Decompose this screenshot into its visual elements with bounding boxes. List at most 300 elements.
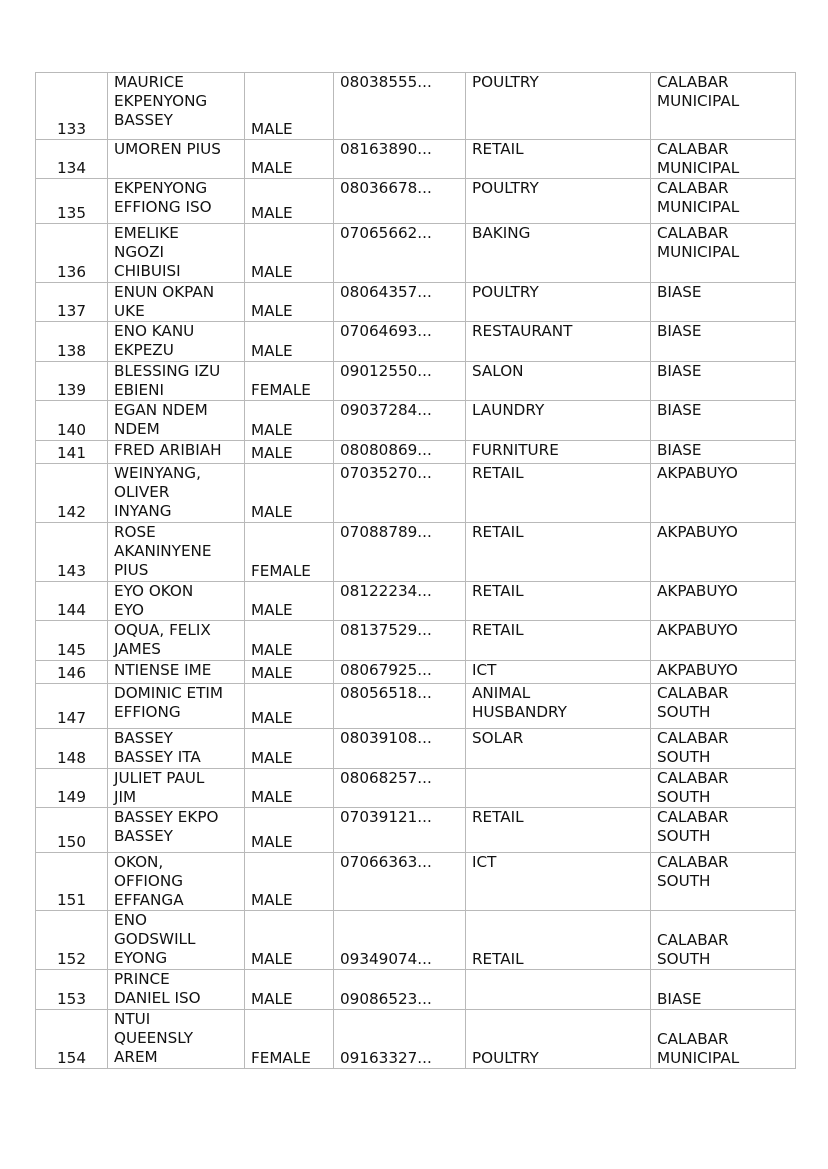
serial-number-cell — [36, 401, 108, 441]
name-line: EYO — [114, 601, 144, 619]
gender-cell — [245, 911, 334, 970]
name-line: EFFIONG ISO — [114, 198, 212, 216]
table-row — [36, 808, 796, 853]
gender: MALE — [251, 120, 293, 138]
name-line: UKE — [114, 302, 145, 320]
lga-cell — [651, 769, 796, 808]
name-line: OLIVER — [114, 483, 170, 501]
gender-cell — [245, 441, 334, 464]
name-cell — [108, 1010, 245, 1069]
lga-line: CALABAR — [657, 140, 729, 158]
lga-line: CALABAR — [657, 684, 729, 702]
gender: MALE — [251, 421, 293, 439]
lga-line: SOUTH — [657, 950, 711, 968]
phone-number: 08080869... — [340, 441, 432, 459]
serial-number-cell — [36, 283, 108, 322]
serial-number: 148 — [57, 749, 86, 767]
lga-line: BIASE — [657, 362, 702, 380]
name-line: BASSEY EKPO — [114, 808, 219, 826]
trade-line: POULTRY — [472, 179, 539, 197]
lga-line: CALABAR — [657, 808, 729, 826]
serial-number: 150 — [57, 833, 86, 851]
lga-line: CALABAR — [657, 179, 729, 197]
serial-number: 140 — [57, 421, 86, 439]
lga-line: SOUTH — [657, 703, 711, 721]
name-line: DOMINIC ETIM — [114, 684, 223, 702]
serial-number: 141 — [57, 444, 86, 462]
phone-cell — [334, 283, 466, 322]
name-line: JULIET PAUL — [114, 769, 205, 787]
lga-line: CALABAR — [657, 931, 729, 949]
trade-line: ANIMAL — [472, 684, 531, 702]
name-line: BASSEY ITA — [114, 748, 201, 766]
table-row — [36, 661, 796, 684]
table-row — [36, 684, 796, 729]
serial-number: 154 — [57, 1049, 86, 1067]
gender: FEMALE — [251, 1049, 311, 1067]
gender: MALE — [251, 263, 293, 281]
phone-number: 08056518... — [340, 684, 432, 702]
phone-number: 08068257... — [340, 769, 432, 787]
name-cell — [108, 970, 245, 1010]
table-row — [36, 322, 796, 362]
serial-number-cell — [36, 73, 108, 140]
phone-number: 08137529... — [340, 621, 432, 639]
table-row — [36, 1010, 796, 1069]
trade-line: RESTAURANT — [472, 322, 573, 340]
name-line: BLESSING IZU — [114, 362, 221, 380]
name-line: OFFIONG — [114, 872, 183, 890]
trade-cell — [466, 684, 651, 729]
name-line: EKPENYONG — [114, 179, 208, 197]
gender-cell — [245, 179, 334, 224]
phone-cell — [334, 911, 466, 970]
gender-cell — [245, 401, 334, 441]
table-row — [36, 523, 796, 582]
lga-cell — [651, 970, 796, 1010]
table-row — [36, 441, 796, 464]
gender-cell — [245, 464, 334, 523]
serial-number-cell — [36, 853, 108, 911]
gender-cell — [245, 582, 334, 621]
name-line: OKON, — [114, 853, 164, 871]
gender-cell — [245, 684, 334, 729]
phone-number: 08036678... — [340, 179, 432, 197]
phone-number: 07088789... — [340, 523, 432, 541]
gender-cell — [245, 73, 334, 140]
name-line: BASSEY — [114, 111, 173, 129]
lga-cell — [651, 73, 796, 140]
lga-cell — [651, 729, 796, 769]
name-cell — [108, 140, 245, 179]
lga-line: AKPABUYO — [657, 621, 738, 639]
table-row — [36, 140, 796, 179]
gender: MALE — [251, 641, 293, 659]
gender-cell — [245, 322, 334, 362]
trade-line: RETAIL — [472, 464, 524, 482]
name-line: MAURICE — [114, 73, 184, 91]
table-row — [36, 729, 796, 769]
lga-line: CALABAR — [657, 853, 729, 871]
serial-number: 151 — [57, 891, 86, 909]
lga-line: MUNICIPAL — [657, 1049, 740, 1067]
trade-cell — [466, 322, 651, 362]
name-line: EYONG — [114, 949, 168, 967]
phone-number: 08038555... — [340, 73, 432, 91]
trade-cell — [466, 523, 651, 582]
trade-line: RETAIL — [472, 950, 524, 968]
serial-number: 143 — [57, 562, 86, 580]
trade-line: ICT — [472, 853, 497, 871]
gender-cell — [245, 1010, 334, 1069]
trade-cell — [466, 73, 651, 140]
lga-cell — [651, 401, 796, 441]
trade-line: HUSBANDRY — [472, 703, 567, 721]
trade-cell — [466, 362, 651, 401]
serial-number-cell — [36, 729, 108, 769]
table-row — [36, 283, 796, 322]
phone-cell — [334, 684, 466, 729]
lga-cell — [651, 464, 796, 523]
phone-cell — [334, 224, 466, 283]
table-row — [36, 401, 796, 441]
name-line: AREM — [114, 1048, 158, 1066]
phone-cell — [334, 970, 466, 1010]
gender-cell — [245, 853, 334, 911]
table-row — [36, 911, 796, 970]
trade-cell — [466, 1010, 651, 1069]
name-cell — [108, 582, 245, 621]
lga-line: SOUTH — [657, 872, 711, 890]
lga-line: CALABAR — [657, 1030, 729, 1048]
serial-number: 145 — [57, 641, 86, 659]
lga-cell — [651, 661, 796, 684]
gender-cell — [245, 970, 334, 1010]
trade-line: FURNITURE — [472, 441, 559, 459]
phone-cell — [334, 140, 466, 179]
name-line: EMELIKE — [114, 224, 179, 242]
name-line: NDEM — [114, 420, 160, 438]
table-row — [36, 621, 796, 661]
serial-number: 135 — [57, 204, 86, 222]
table-row — [36, 582, 796, 621]
serial-number-cell — [36, 179, 108, 224]
phone-number: 08122234... — [340, 582, 432, 600]
serial-number: 147 — [57, 709, 86, 727]
name-line: QUEENSLY — [114, 1029, 193, 1047]
table-row — [36, 179, 796, 224]
name-line: WEINYANG, — [114, 464, 201, 482]
serial-number-cell — [36, 140, 108, 179]
phone-cell — [334, 729, 466, 769]
serial-number-cell — [36, 441, 108, 464]
name-cell — [108, 283, 245, 322]
gender-cell — [245, 808, 334, 853]
gender-cell — [245, 621, 334, 661]
name-line: EBIENI — [114, 381, 164, 399]
phone-cell — [334, 362, 466, 401]
table-row — [36, 853, 796, 911]
gender-cell — [245, 140, 334, 179]
trade-cell — [466, 808, 651, 853]
phone-number: 08163890... — [340, 140, 432, 158]
serial-number-cell — [36, 362, 108, 401]
trade-cell — [466, 179, 651, 224]
lga-cell — [651, 283, 796, 322]
name-cell — [108, 621, 245, 661]
name-line: ROSE — [114, 523, 156, 541]
name-cell — [108, 684, 245, 729]
gender: MALE — [251, 950, 293, 968]
name-line: PRINCE — [114, 970, 170, 988]
lga-line: CALABAR — [657, 769, 729, 787]
lga-line: CALABAR — [657, 224, 729, 242]
name-line: CHIBUISI — [114, 262, 181, 280]
table-row — [36, 769, 796, 808]
phone-number: 09349074... — [340, 950, 432, 968]
trade-line: RETAIL — [472, 582, 524, 600]
serial-number: 149 — [57, 788, 86, 806]
gender: MALE — [251, 159, 293, 177]
name-line: EFFIONG — [114, 703, 181, 721]
name-cell — [108, 322, 245, 362]
lga-line: AKPABUYO — [657, 582, 738, 600]
phone-cell — [334, 661, 466, 684]
serial-number: 134 — [57, 159, 86, 177]
trade-line: RETAIL — [472, 140, 524, 158]
serial-number: 152 — [57, 950, 86, 968]
lga-line: MUNICIPAL — [657, 243, 740, 261]
name-cell — [108, 523, 245, 582]
name-line: UMOREN PIUS — [114, 140, 221, 158]
trade-cell — [466, 582, 651, 621]
lga-line: BIASE — [657, 401, 702, 419]
name-line: AKANINYENE — [114, 542, 212, 560]
gender-cell — [245, 224, 334, 283]
phone-number: 09012550... — [340, 362, 432, 380]
lga-line: AKPABUYO — [657, 523, 738, 541]
name-line: INYANG — [114, 502, 172, 520]
gender: MALE — [251, 204, 293, 222]
lga-line: BIASE — [657, 283, 702, 301]
serial-number-cell — [36, 582, 108, 621]
lga-line: SOUTH — [657, 788, 711, 806]
phone-cell — [334, 582, 466, 621]
lga-cell — [651, 441, 796, 464]
name-line: NTUI — [114, 1010, 151, 1028]
lga-line: BIASE — [657, 441, 702, 459]
phone-cell — [334, 1010, 466, 1069]
phone-number: 07064693... — [340, 322, 432, 340]
phone-cell — [334, 322, 466, 362]
name-line: ENO KANU — [114, 322, 195, 340]
phone-cell — [334, 769, 466, 808]
phone-number: 07035270... — [340, 464, 432, 482]
serial-number: 138 — [57, 342, 86, 360]
name-line: BASSEY — [114, 827, 173, 845]
gender: MALE — [251, 788, 293, 806]
name-line: JIM — [114, 788, 137, 806]
name-line: EFFANGA — [114, 891, 184, 909]
name-line: BASSEY — [114, 729, 173, 747]
phone-number: 08064357... — [340, 283, 432, 301]
name-line: ENO — [114, 911, 147, 929]
phone-number: 09037284... — [340, 401, 432, 419]
phone-number: 08067925... — [340, 661, 432, 679]
gender: MALE — [251, 891, 293, 909]
trade-cell — [466, 224, 651, 283]
table-row — [36, 464, 796, 523]
name-line: FRED ARIBIAH — [114, 441, 222, 459]
serial-number: 137 — [57, 302, 86, 320]
lga-cell — [651, 808, 796, 853]
serial-number-cell — [36, 808, 108, 853]
beneficiary-table — [35, 72, 796, 1069]
lga-line: CALABAR — [657, 73, 729, 91]
lga-line: SOUTH — [657, 748, 711, 766]
trade-line: POULTRY — [472, 73, 539, 91]
name-line: NTIENSE IME — [114, 661, 212, 679]
table-row — [36, 362, 796, 401]
trade-cell — [466, 729, 651, 769]
serial-number-cell — [36, 970, 108, 1010]
gender-cell — [245, 661, 334, 684]
phone-cell — [334, 523, 466, 582]
phone-cell — [334, 401, 466, 441]
phone-cell — [334, 808, 466, 853]
lga-line: MUNICIPAL — [657, 198, 740, 216]
phone-number: 07039121... — [340, 808, 432, 826]
trade-cell — [466, 401, 651, 441]
name-cell — [108, 224, 245, 283]
trade-cell — [466, 853, 651, 911]
trade-cell — [466, 464, 651, 523]
gender-cell — [245, 362, 334, 401]
name-cell — [108, 911, 245, 970]
trade-cell — [466, 441, 651, 464]
gender: MALE — [251, 342, 293, 360]
phone-number: 08039108... — [340, 729, 432, 747]
serial-number: 136 — [57, 263, 86, 281]
name-line: NGOZI — [114, 243, 164, 261]
table-row — [36, 970, 796, 1010]
lga-cell — [651, 179, 796, 224]
name-cell — [108, 661, 245, 684]
gender: MALE — [251, 503, 293, 521]
gender: MALE — [251, 833, 293, 851]
lga-cell — [651, 523, 796, 582]
phone-cell — [334, 464, 466, 523]
trade-line: POULTRY — [472, 283, 539, 301]
serial-number: 139 — [57, 381, 86, 399]
gender-cell — [245, 523, 334, 582]
trade-cell — [466, 661, 651, 684]
trade-cell — [466, 911, 651, 970]
lga-line: MUNICIPAL — [657, 92, 740, 110]
name-line: EYO OKON — [114, 582, 194, 600]
trade-line: SALON — [472, 362, 524, 380]
name-cell — [108, 73, 245, 140]
gender: MALE — [251, 601, 293, 619]
trade-line: LAUNDRY — [472, 401, 545, 419]
trade-line: RETAIL — [472, 621, 524, 639]
serial-number-cell — [36, 1010, 108, 1069]
trade-line: RETAIL — [472, 523, 524, 541]
name-cell — [108, 401, 245, 441]
name-line: DANIEL ISO — [114, 989, 201, 1007]
lga-cell — [651, 582, 796, 621]
lga-line: AKPABUYO — [657, 464, 738, 482]
phone-number: 09086523... — [340, 990, 432, 1008]
serial-number: 153 — [57, 990, 86, 1008]
lga-cell — [651, 853, 796, 911]
phone-cell — [334, 441, 466, 464]
name-cell — [108, 362, 245, 401]
serial-number: 133 — [57, 120, 86, 138]
serial-number-cell — [36, 224, 108, 283]
gender: MALE — [251, 302, 293, 320]
serial-number: 146 — [57, 664, 86, 682]
lga-cell — [651, 322, 796, 362]
trade-cell — [466, 283, 651, 322]
gender: MALE — [251, 709, 293, 727]
trade-line: SOLAR — [472, 729, 524, 747]
name-cell — [108, 179, 245, 224]
name-cell — [108, 769, 245, 808]
trade-line: BAKING — [472, 224, 531, 242]
serial-number-cell — [36, 769, 108, 808]
name-line: EKPENYONG — [114, 92, 208, 110]
table-row — [36, 224, 796, 283]
serial-number-cell — [36, 661, 108, 684]
gender: MALE — [251, 444, 293, 462]
serial-number-cell — [36, 911, 108, 970]
name-cell — [108, 853, 245, 911]
serial-number-cell — [36, 684, 108, 729]
phone-number: 07066363... — [340, 853, 432, 871]
lga-cell — [651, 224, 796, 283]
lga-cell — [651, 684, 796, 729]
lga-line: BIASE — [657, 990, 702, 1008]
name-cell — [108, 464, 245, 523]
lga-line: AKPABUYO — [657, 661, 738, 679]
lga-cell — [651, 621, 796, 661]
trade-cell — [466, 140, 651, 179]
serial-number-cell — [36, 523, 108, 582]
phone-number: 07065662... — [340, 224, 432, 242]
table-row — [36, 73, 796, 140]
name-line: JAMES — [114, 640, 161, 658]
lga-line: CALABAR — [657, 729, 729, 747]
gender-cell — [245, 729, 334, 769]
serial-number-cell — [36, 322, 108, 362]
lga-cell — [651, 1010, 796, 1069]
gender-cell — [245, 769, 334, 808]
lga-cell — [651, 140, 796, 179]
phone-cell — [334, 853, 466, 911]
name-cell — [108, 441, 245, 464]
name-line: GODSWILL — [114, 930, 196, 948]
phone-cell — [334, 179, 466, 224]
name-line: EGAN NDEM — [114, 401, 208, 419]
trade-cell — [466, 769, 651, 808]
gender: MALE — [251, 749, 293, 767]
trade-line: ICT — [472, 661, 497, 679]
name-line: EKPEZU — [114, 341, 174, 359]
trade-cell — [466, 621, 651, 661]
gender: FEMALE — [251, 562, 311, 580]
serial-number: 144 — [57, 601, 86, 619]
